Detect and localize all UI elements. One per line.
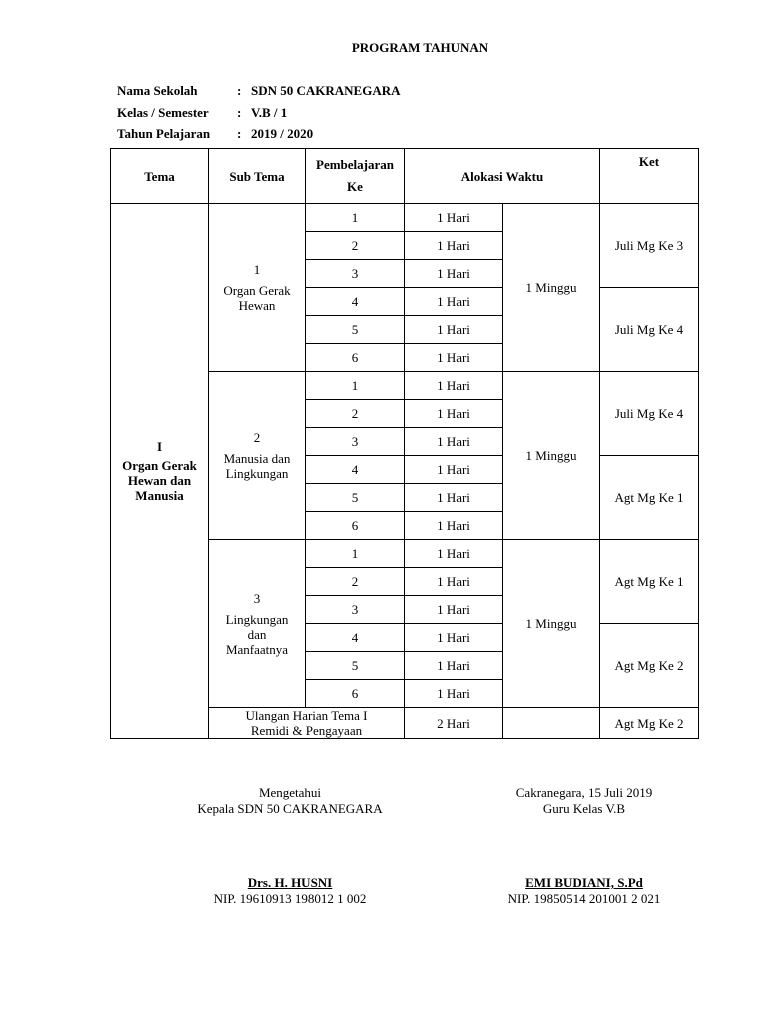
info-value: 2019 / 2020 <box>251 126 314 141</box>
info-row-school <box>117 83 401 99</box>
lesson-number: 6 <box>306 512 405 540</box>
signature-right-name: EMI BUDIANI, S.Pd <box>525 875 643 890</box>
lesson-number: 4 <box>306 288 405 316</box>
info-label: Kelas / Semester <box>117 105 209 120</box>
ulangan-cell <box>209 708 405 739</box>
lesson-number: 4 <box>306 624 405 652</box>
signature-right <box>474 785 694 907</box>
lesson-duration: 1 Hari <box>405 652 503 680</box>
table-header-row <box>111 149 699 204</box>
signature-left-nip: NIP. 19610913 198012 1 002 <box>213 891 367 906</box>
ket-cell: Juli Mg Ke 3 <box>600 204 699 288</box>
info-colon: : <box>237 105 242 120</box>
ulangan-ket: Agt Mg Ke 2 <box>600 708 699 739</box>
program-table <box>110 148 699 739</box>
signature-left-name: Drs. H. HUSNI <box>247 875 333 890</box>
subtema-name: Manusia dan Lingkungan <box>223 451 291 481</box>
subtema-cell <box>209 372 306 540</box>
lesson-number: 5 <box>306 652 405 680</box>
subtema-name: Lingkungan dan Manfaatnya <box>225 611 289 657</box>
table-row <box>111 204 699 232</box>
subtema-number: 1 <box>253 262 261 277</box>
ket-cell: Juli Mg Ke 4 <box>600 372 699 456</box>
week-allocation: 1 Minggu <box>503 204 600 372</box>
header-pembelajaran <box>306 149 405 204</box>
ulangan-empty-cell <box>503 708 600 739</box>
subtema-number: 2 <box>253 430 261 445</box>
info-row-year <box>117 126 313 142</box>
lesson-duration: 1 Hari <box>405 260 503 288</box>
lesson-duration: 1 Hari <box>405 428 503 456</box>
lesson-number: 5 <box>306 484 405 512</box>
header-pembelajaran-line1: Pembelajaran <box>316 157 394 172</box>
info-value: V.B / 1 <box>251 105 288 120</box>
header-ket: Ket <box>600 149 699 204</box>
subtema-number: 3 <box>253 590 261 606</box>
info-colon: : <box>237 83 242 98</box>
lesson-number: 5 <box>306 316 405 344</box>
document-title: PROGRAM TAHUNAN <box>351 40 489 55</box>
ket-cell: Juli Mg Ke 4 <box>600 288 699 372</box>
header-tema: Tema <box>111 149 209 204</box>
lesson-number: 3 <box>306 428 405 456</box>
lesson-duration: 1 Hari <box>405 512 503 540</box>
lesson-number: 2 <box>306 568 405 596</box>
week-allocation: 1 Minggu <box>503 372 600 540</box>
lesson-duration: 1 Hari <box>405 596 503 624</box>
signature-right-line2: Guru Kelas V.B <box>542 801 626 816</box>
lesson-duration: 1 Hari <box>405 316 503 344</box>
lesson-number: 1 <box>306 540 405 568</box>
tema-cell <box>111 204 209 739</box>
tema-number: I <box>156 439 163 454</box>
header-pembelajaran-line2: Ke <box>347 179 363 194</box>
lesson-number: 3 <box>306 596 405 624</box>
signature-left <box>170 785 410 907</box>
lesson-number: 1 <box>306 372 405 400</box>
lesson-duration: 1 Hari <box>405 204 503 232</box>
lesson-duration: 1 Hari <box>405 540 503 568</box>
header-subtema: Sub Tema <box>209 149 306 204</box>
lesson-number: 3 <box>306 260 405 288</box>
lesson-duration: 1 Hari <box>405 372 503 400</box>
lesson-number: 2 <box>306 400 405 428</box>
subtema-cell <box>209 540 306 708</box>
info-label: Nama Sekolah <box>117 83 198 98</box>
info-colon: : <box>237 126 242 141</box>
info-label: Tahun Pelajaran <box>117 126 211 141</box>
lesson-duration: 1 Hari <box>405 232 503 260</box>
lesson-duration: 1 Hari <box>405 680 503 708</box>
lesson-duration: 1 Hari <box>405 568 503 596</box>
lesson-duration: 1 Hari <box>405 288 503 316</box>
signature-right-nip: NIP. 19850514 201001 2 021 <box>507 891 661 906</box>
tema-name: Organ Gerak Hewan dan Manusia <box>122 458 197 503</box>
subtema-cell <box>209 204 306 372</box>
ket-cell: Agt Mg Ke 2 <box>600 624 699 708</box>
ulangan-duration: 2 Hari <box>405 708 503 739</box>
ket-cell: Agt Mg Ke 1 <box>600 540 699 624</box>
lesson-duration: 1 Hari <box>405 456 503 484</box>
lesson-duration: 1 Hari <box>405 484 503 512</box>
lesson-number: 4 <box>306 456 405 484</box>
lesson-duration: 1 Hari <box>405 344 503 372</box>
ulangan-line2: Remidi & Pengayaan <box>250 723 363 738</box>
info-value: SDN 50 CAKRANEGARA <box>251 83 401 98</box>
lesson-number: 6 <box>306 680 405 708</box>
info-row-class <box>117 105 287 121</box>
signature-right-line1: Cakranegara, 15 Juli 2019 <box>515 785 653 800</box>
lesson-duration: 1 Hari <box>405 624 503 652</box>
ket-cell: Agt Mg Ke 1 <box>600 456 699 540</box>
ulangan-line1: Ulangan Harian Tema I <box>245 708 368 723</box>
signature-left-line1: Mengetahui <box>258 785 322 800</box>
lesson-duration: 1 Hari <box>405 400 503 428</box>
subtema-name: Organ Gerak Hewan <box>223 283 291 313</box>
lesson-number: 6 <box>306 344 405 372</box>
signature-left-line2: Kepala SDN 50 CAKRANEGARA <box>197 801 383 816</box>
lesson-number: 2 <box>306 232 405 260</box>
lesson-number: 1 <box>306 204 405 232</box>
header-alokasi: Alokasi Waktu <box>405 149 600 204</box>
week-allocation: 1 Minggu <box>503 540 600 708</box>
